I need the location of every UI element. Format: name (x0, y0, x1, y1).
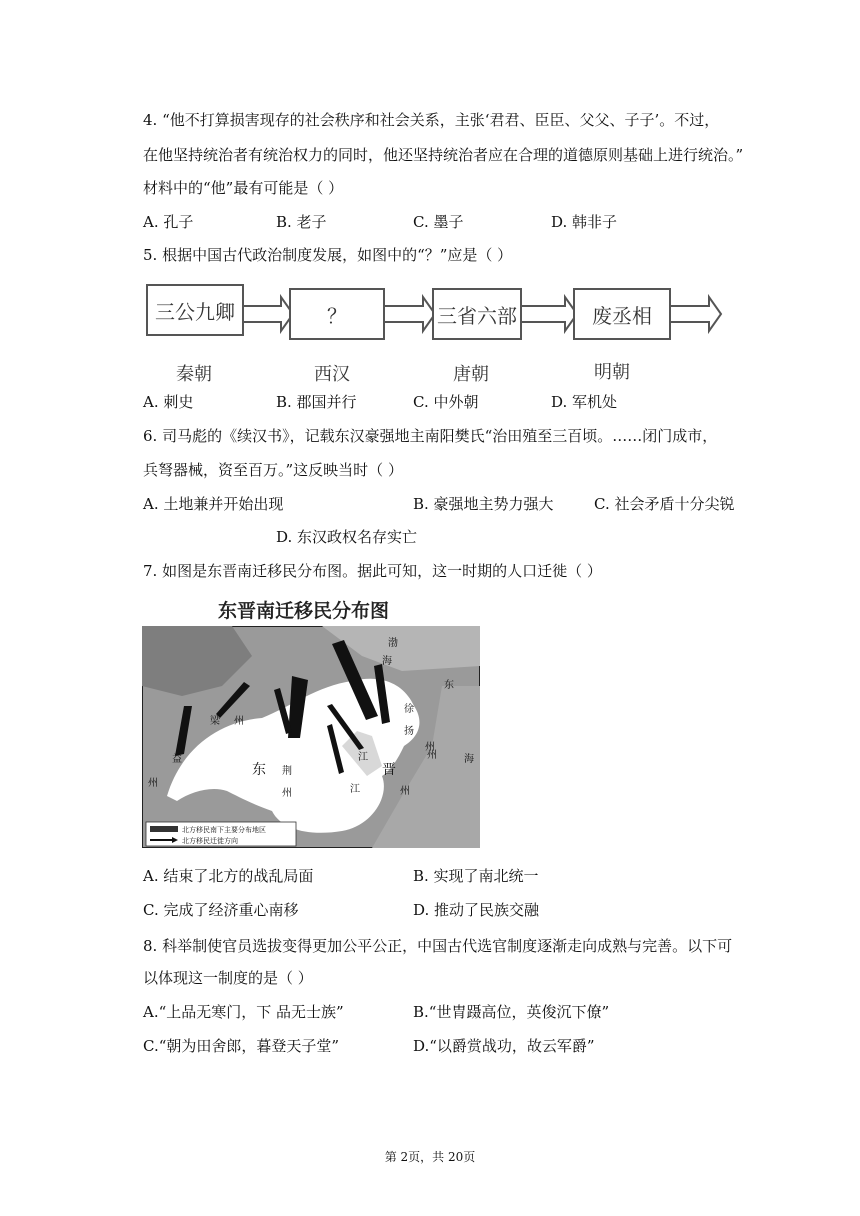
legend-region-label: 北方移民南下主要分布地区 (182, 826, 266, 834)
q4-line-3: 材料中的“他”最有可能是（ ） (143, 179, 344, 197)
q8-option-d: D.“以爵赏战功，故云军爵” (413, 1037, 595, 1055)
map-label-jiang2: 江 (350, 784, 360, 795)
q8-option-a: A.“上品无寒门，下 品无士族” (143, 1003, 344, 1021)
map-label-liang: 梁 (210, 716, 220, 727)
migration-map (142, 626, 480, 848)
map-label-zhou-liang: 州 (234, 716, 244, 727)
dynasty-tang: 唐朝 (453, 364, 489, 385)
arrow-2 (383, 297, 435, 331)
q7-option-b: B. 实现了南北统一 (413, 867, 539, 885)
map-label-zhou-jing: 州 (282, 788, 292, 799)
q4-option-c: C. 墨子 (413, 213, 464, 231)
arrow-4 (667, 297, 721, 331)
q7-line-1: 7. 如图是东晋南迁移民分布图。据此可知，这一时期的人口迁徙（ ） (143, 562, 602, 580)
map-label-jiang: 江 (358, 752, 368, 763)
map-label-zhou-yi: 州 (148, 778, 158, 789)
q8-line-2: 以体现这一制度的是（ ） (143, 969, 313, 987)
map-label-zhou-e: 州 (427, 750, 437, 761)
map-label-hai2: 海 (464, 754, 474, 765)
q5-line-1: 5. 根据中国古代政治制度发展，如图中的“？”应是（ ） (143, 246, 513, 264)
q5-option-a: A. 刺史 (143, 393, 194, 411)
q4-option-a: A. 孔子 (143, 213, 194, 231)
box-fei-chengxiang: 废丞相 (573, 288, 671, 340)
map-label-bo: 渤 (388, 638, 398, 649)
q7-option-c: C. 完成了经济重心南移 (143, 901, 299, 919)
dynasty-ming: 明朝 (594, 362, 630, 383)
legend-region-swatch (150, 826, 178, 832)
q4-option-b: B. 老子 (276, 213, 327, 231)
arrow-1 (241, 297, 293, 331)
map-label-jin: 晋 (382, 762, 396, 778)
map-label-dong: 东 (444, 680, 454, 691)
q6-option-a: A. 土地兼并开始出现 (143, 495, 284, 513)
arrow-3 (518, 297, 577, 331)
q7-option-a: A. 结束了北方的战乱局面 (143, 867, 314, 885)
map-title: 东晋南迁移民分布图 (218, 600, 390, 622)
map-label-zhou-j: 州 (400, 786, 410, 797)
map-label-yi: 益 (172, 754, 182, 765)
q6-line-2: 兵弩器械，资至百万。”这反映当时（ ） (143, 461, 403, 479)
q5-option-d: D. 军机处 (551, 393, 618, 411)
q4-option-d: D. 韩非子 (551, 213, 618, 231)
map-label-yang: 扬 (404, 726, 414, 737)
q6-option-b: B. 豪强地主势力强大 (413, 495, 554, 513)
q8-option-b: B.“世胄蹑高位，英俊沉下僚” (413, 1003, 610, 1021)
q8-option-c: C.“朝为田舍郎，暮登天子堂” (143, 1037, 340, 1055)
dynasty-qin: 秦朝 (176, 364, 212, 385)
box-sansheng-liubu: 三省六部 (432, 288, 522, 340)
q6-line-1: 6. 司马彪的《续汉书》，记载东汉豪强地主南阳樊氏“治田殖至三百顷。……闭门成市， (143, 427, 718, 445)
q8-line-1: 8. 科举制使官员选拔变得更加公平公正，中国古代选官制度逐渐走向成熟与完善。以下可 (143, 937, 733, 955)
q7-option-d: D. 推动了民族交融 (413, 901, 540, 919)
map-label-jing: 荆 (282, 766, 292, 777)
q5-option-b: B. 郡国并行 (276, 393, 357, 411)
q5-flow-diagram (143, 280, 723, 390)
box-sangong-jiuqing: 三公九卿 (146, 284, 244, 336)
q6-option-c: C. 社会矛盾十分尖锐 (594, 495, 735, 513)
map-label-hai1: 海 (382, 656, 392, 667)
map-label-zhou-xu: 州 (425, 742, 435, 753)
page-footer: 第 2页，共 20页 (384, 1150, 476, 1164)
q4-line-2: 在他坚持统治者有统治权力的同时，他还坚持统治者应在合理的道德原则基础上进行统治。” (143, 146, 744, 164)
map-label-dong2: 东 (252, 762, 266, 778)
q6-option-d: D. 东汉政权名存实亡 (276, 528, 418, 546)
q4-line-1: 4. “他不打算损害现存的社会秩序和社会关系，主张‘君君、臣臣、父父、子子’。不过， (143, 111, 720, 129)
map-label-xu: 徐 (404, 704, 414, 715)
q5-option-c: C. 中外朝 (413, 393, 479, 411)
legend-arrow-label: 北方移民迁徙方向 (182, 837, 238, 845)
box-question: ？ (289, 288, 385, 340)
dynasty-xihan: 西汉 (314, 364, 350, 385)
